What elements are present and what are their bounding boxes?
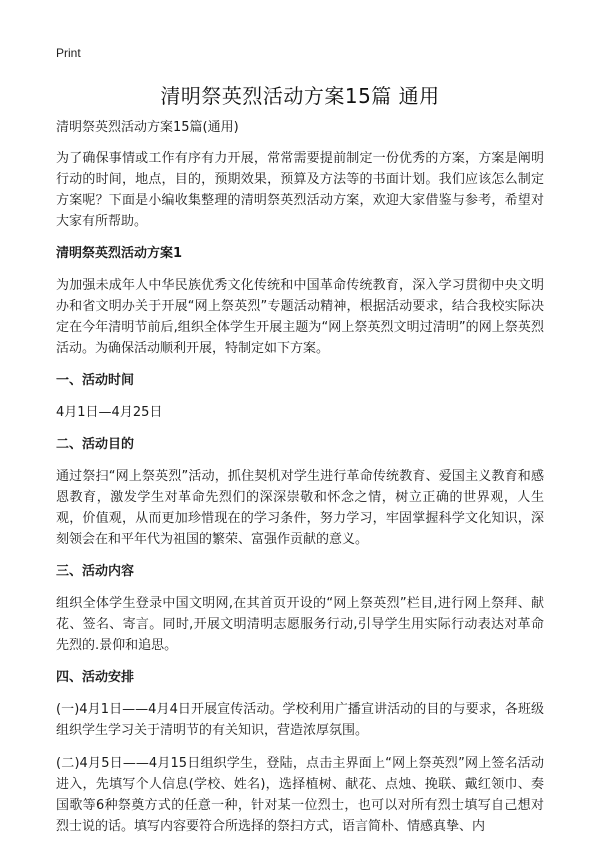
purpose-paragraph: 通过祭扫“网上祭英烈”活动，抓住契机对学生进行革命传统教育、爱国主义教育和感恩教育，激发学生对革命先烈们的深深崇敬和怀念之情，树立正确的世界观，人生观，价值观，从而更加珍惜现在的学习条件，努力学习，牢固掌握科学文化知识，深刻领会在和平年代为祖国的繁荣、富强作贡献的意义。 [56,469,544,547]
time-paragraph: 4月1日—4月25日 [56,405,163,420]
section-heading-content: 三、活动内容 [56,564,135,579]
section-heading-time: 一、活动时间 [56,373,135,388]
page-title: 清明祭英烈活动方案15篇 通用 [160,84,440,108]
print-link[interactable]: Print [56,46,81,60]
arrangement-paragraph-2: (二)4月5日——4月15日组织学生，登陆，点击主界面上“网上祭英烈”网上签名活动进入，先填写个人信息(学校、姓名)，选择植树、献花、点烛、挽联、戴红领巾、奏国歌等6种祭奠方式的任意一种，针对某一位烈士，也可以对所有烈士填写自己想对烈士说的话。填写内容要符合所选择的祭扫方式，语言简朴、情感真挚、内 [56,756,544,834]
intro-paragraph: 为了确保事情或工作有序有力开展，常常需要提前制定一份优秀的方案，方案是阐明行动的时间，地点，目的，预期效果，预算及方法等的书面计划。我们应该怎么制定方案呢？下面是小编收集整理的清明祭英烈活动方案，欢迎大家借鉴与参考，希望对大家有所帮助。 [56,151,544,229]
document-body [56,118,544,849]
section-heading-plan1: 清明祭英烈活动方案1 [56,246,183,261]
section-heading-purpose: 二、活动目的 [56,437,135,452]
content-paragraph: 组织全体学生登录中国文明网,在其首页开设的“网上祭英烈”栏目,进行网上祭拜、献花、签名、寄言。同时,开展文明清明志愿服务行动,引导学生用实际行动表达对革命先烈的.景仰和追思。 [56,596,544,653]
arrangement-paragraph-1: (一)4月1日——4月4日开展宣传活动。学校利用广播宣讲活动的目的与要求，各班级组织学生学习关于清明节的有关知识，营造浓厚氛围。 [56,702,544,738]
document-subtitle: 清明祭英烈活动方案15篇(通用) [56,120,239,135]
section-heading-arrangement: 四、活动安排 [56,670,135,685]
plan1-paragraph: 为加强未成年人中华民族优秀文化传统和中国革命传统教育，深入学习贯彻中央文明办和省文明办关于开展“网上祭英烈”专题活动精神，根据活动要求，结合我校实际决定在今年清明节前后,组织全体学生开展主题为“网上祭英烈文明过清明”的网上祭英烈活动。为确保活动顺利开展，特制定如下方案。 [56,278,544,356]
